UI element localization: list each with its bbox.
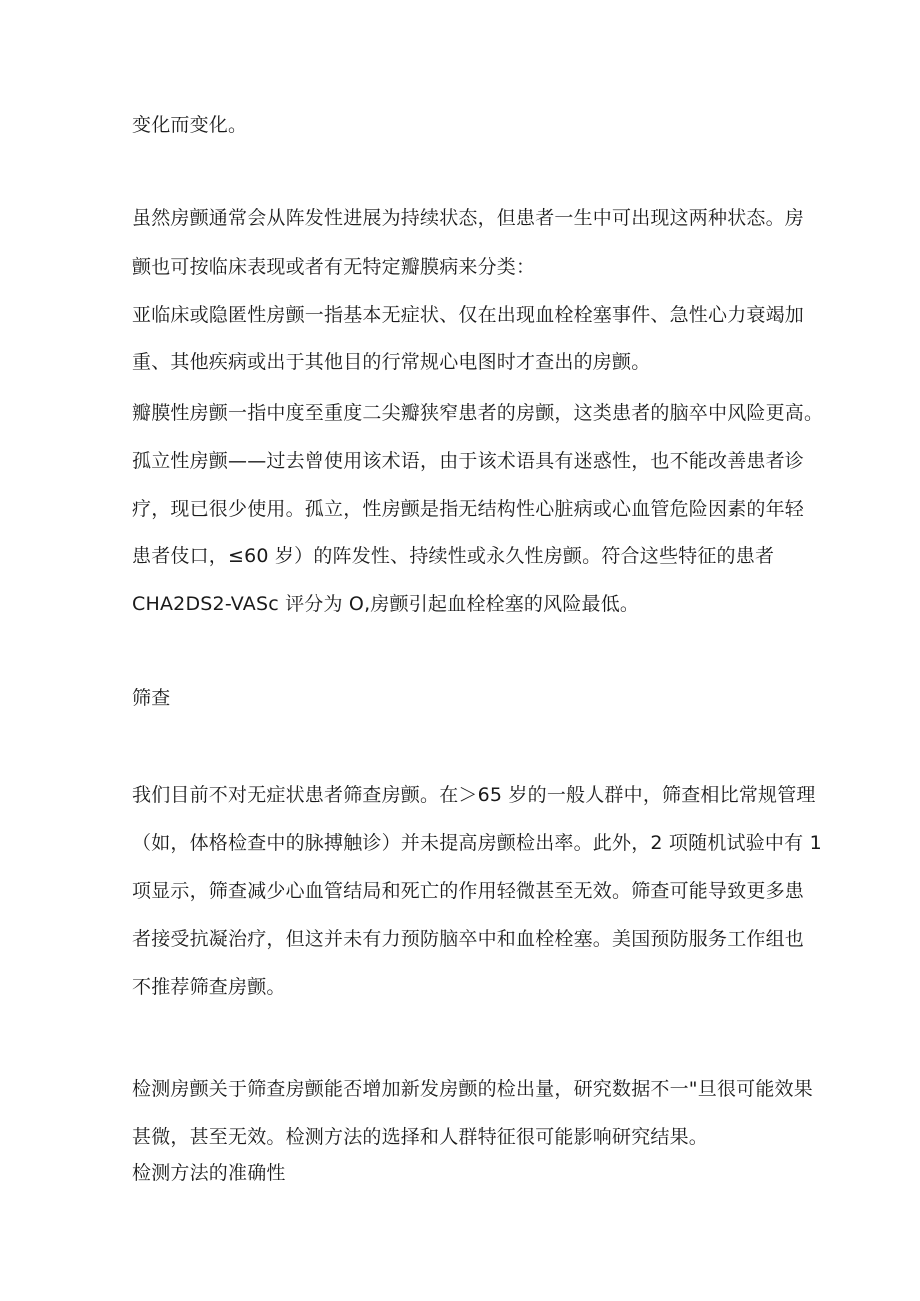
- text-line: 不推荐筛查房颤。: [132, 976, 286, 998]
- text-line: 疗，现已很少使用。孤立，性房颤是指无结构性心脏病或心血管危险因素的年轻: [132, 498, 805, 520]
- text-line: 孤立性房颤——过去曾使用该术语，由于该术语具有迷惑性，也不能改善患者诊: [132, 450, 805, 472]
- text-line: 虽然房颤通常会从阵发性进展为持续状态，但患者一生中可出现这两种状态。房: [132, 207, 805, 229]
- text-line: 重、其他疾病或出于其他目的行常规心电图时才查出的房颤。: [132, 351, 651, 373]
- text-line: （如，体格检查中的脉搏触诊）并未提高房颤检出率。此外，2 项随机试验中有 1: [132, 832, 822, 854]
- text-line: 检测房颤关于筛查房颤能否增加新发房颤的检出量，研究数据不一"旦很可能效果: [132, 1078, 813, 1100]
- text-line: 颤也可按临床表现或者有无特定瓣膜病来分类：: [132, 256, 536, 278]
- text-line: 者接受抗凝治疗，但这并未有力预防脑卒中和血栓栓塞。美国预防服务工作组也: [132, 928, 805, 950]
- text-line: 我们目前不对无症状患者筛查房颤。在＞65 岁的一般人群中，筛查相比常规管理: [132, 784, 816, 806]
- text-line: CHA2DS2-VASc 评分为 O,房颤引起血栓栓塞的风险最低。: [132, 593, 640, 615]
- text-line: 亚临床或隐匿性房颤一指基本无症状、仅在出现血栓栓塞事件、急性心力衰竭加: [132, 304, 805, 326]
- text-line: 项显示，筛查减少心血管结局和死亡的作用轻微甚至无效。筛查可能导致更多患: [132, 880, 805, 902]
- text-line: 甚微，甚至无效。检测方法的选择和人群特征很可能影响研究结果。: [132, 1126, 709, 1148]
- text-line: 变化而变化。: [132, 114, 248, 136]
- text-line: 瓣膜性房颤一指中度至重度二尖瓣狭窄患者的房颤，这类患者的脑卒中风险更高。: [132, 402, 824, 424]
- text-line: 患者伎口，≤60 岁）的阵发性、持续性或永久性房颤。符合这些特征的患者: [132, 545, 775, 567]
- section-heading: 筛查: [132, 687, 171, 709]
- section-heading: 检测方法的准确性: [132, 1162, 286, 1184]
